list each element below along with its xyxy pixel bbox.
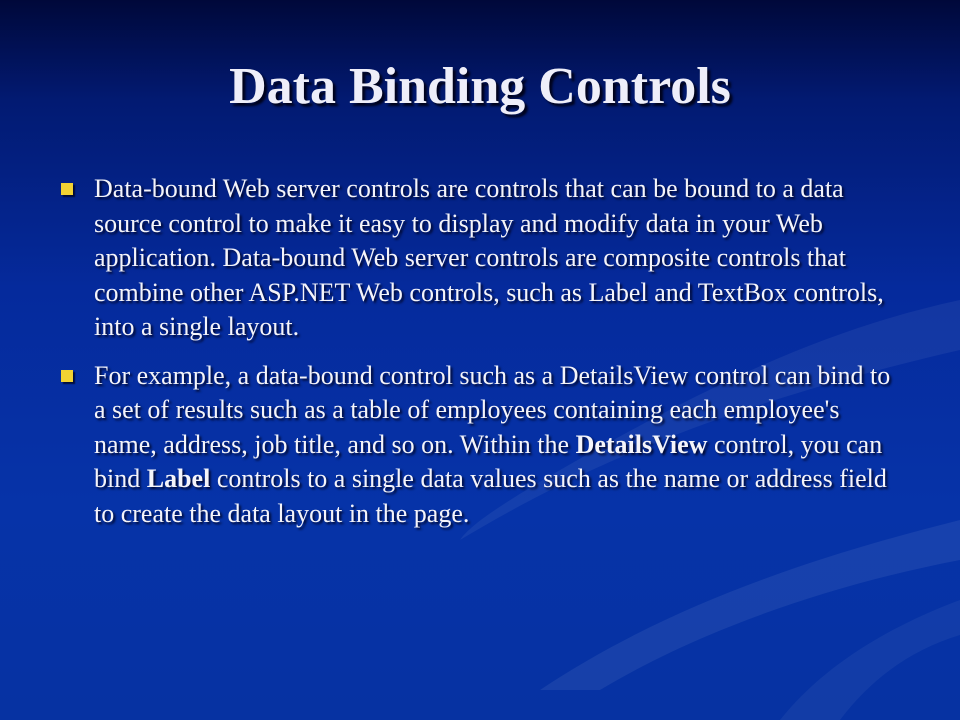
bullet-item (58, 172, 906, 345)
bullet-text-part: control, you can bind (94, 429, 883, 493)
bullet-text (94, 361, 890, 528)
bullet-list (58, 172, 906, 545)
square-bullet-icon (61, 183, 73, 195)
bullet-text-part: controls to a single data values such as the name or address field to create the data layout in the page. (94, 464, 887, 528)
bold-term-detailsview: DetailsView (575, 429, 708, 459)
square-bullet-icon (61, 370, 73, 382)
bold-term-label: Label (146, 464, 211, 493)
bullet-item (58, 359, 906, 532)
bullet-text: Data-bound Web server controls are controls that can be bound to a data source control to make it easy to display and modify data in your Web application. Data-bound Web server controls are composite controls that combine other ASP.NET Web controls, such as Label and TextBox controls, into a single layout. (94, 174, 884, 341)
slide-title: Data Binding Controls (229, 58, 731, 115)
bullet-text-part: For example, a data-bound control such as a DetailsView control can bind to a set of results such as a table of employees containing each employee's name, address, job title, and so on. Within the (94, 360, 891, 459)
